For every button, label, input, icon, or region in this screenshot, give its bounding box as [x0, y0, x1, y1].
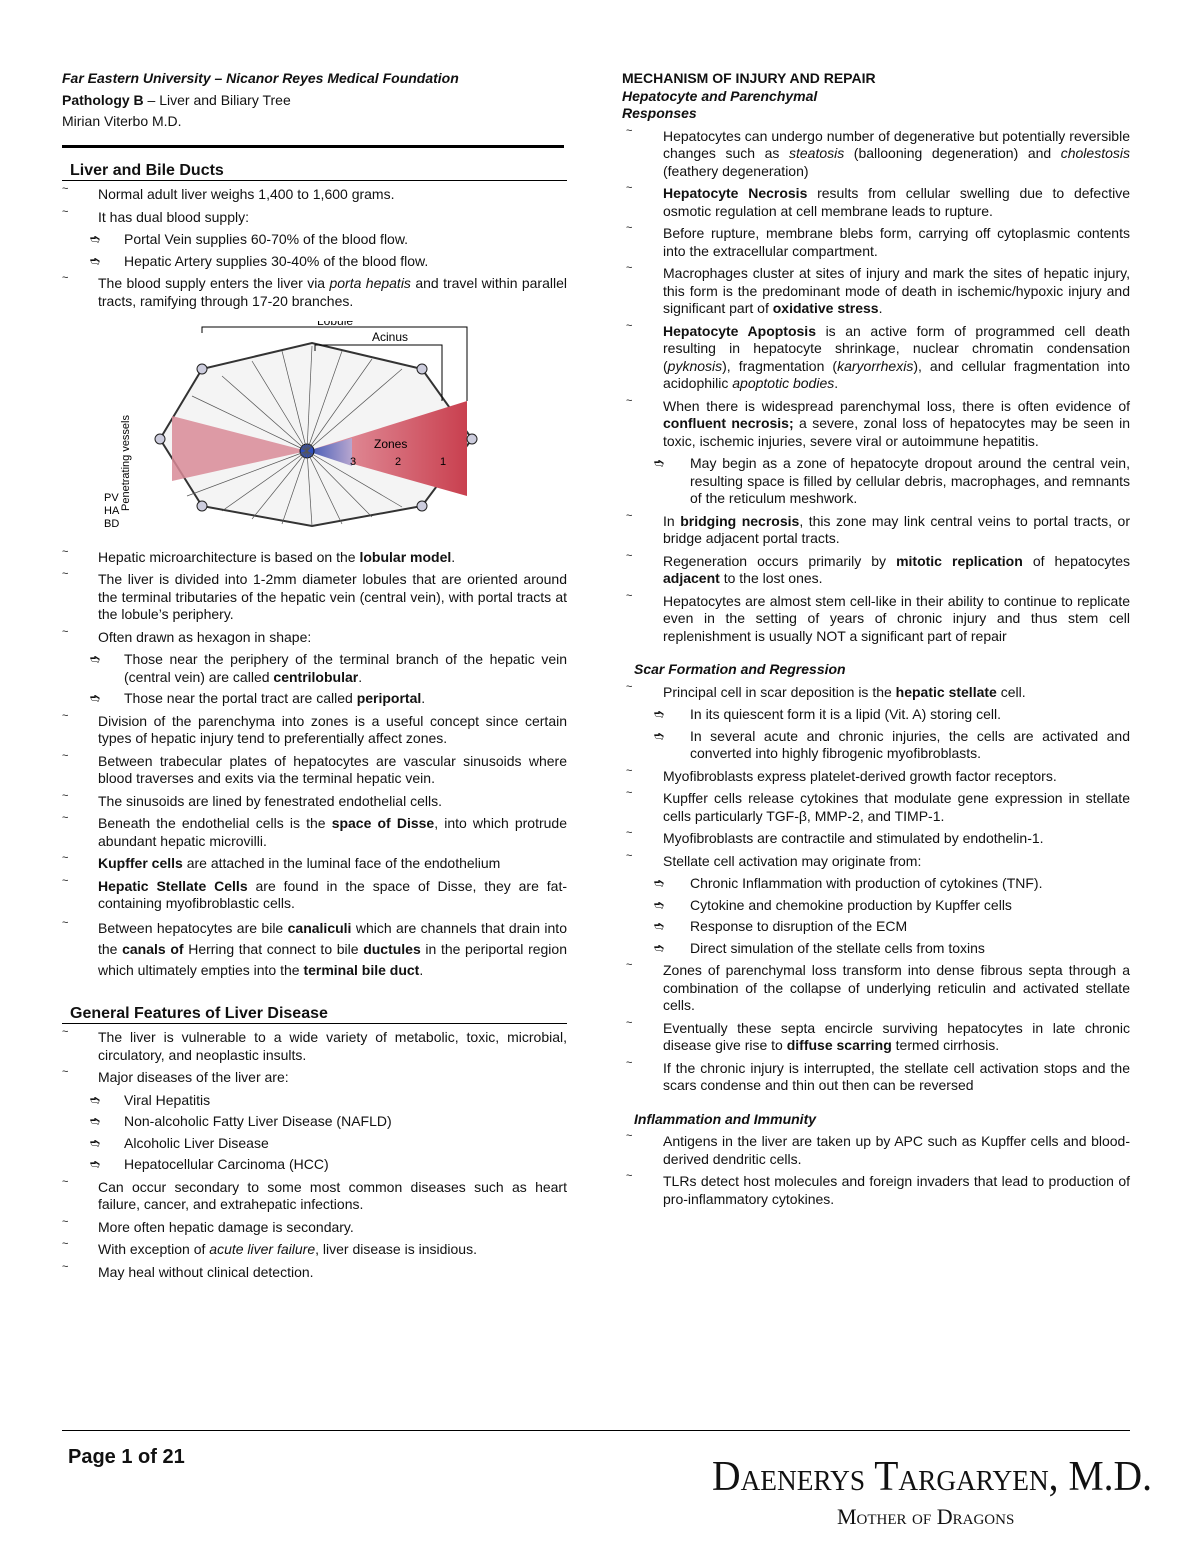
- bullet: ~ Normal adult liver weighs 1,400 to 1,600 grams.: [62, 186, 567, 204]
- liver-lobule-diagram: [102, 321, 492, 531]
- inflammation-title: Inflammation and Immunity: [634, 1110, 817, 1127]
- sub-bullet: ➬ Hepatic Artery supplies 30-40% of the blood flow.: [62, 253, 567, 271]
- bullet: ~ Major diseases of the liver are:: [62, 1069, 567, 1087]
- bullet: ~ The liver is vulnerable to a wide variety of metabolic, toxic, microbial, circulatory, and neoplastic insults.: [62, 1029, 567, 1064]
- bullet: ~ Kupffer cells are attached in the luminal face of the endothelium: [62, 855, 567, 873]
- bullet: ~ It has dual blood supply:: [62, 209, 567, 227]
- mechanism-subtitle-1: Hepatocyte and Parenchymal: [622, 87, 818, 104]
- sub-bullet: ➬ Those near the portal tract are called periportal.: [62, 690, 567, 708]
- institution-name: Far Eastern University – Nicanor Reyes Medical Foundation: [62, 70, 459, 86]
- scar-formation-title: Scar Formation and Regression: [634, 661, 846, 677]
- sub-bullet: ➬ Chronic Inflammation with production of cytokines (TNF).: [622, 875, 1130, 893]
- bullet: ~ In bridging necrosis, this zone may link central veins to portal tracts, or bridge adjacent portal tracts.: [622, 513, 1130, 548]
- bullet: ~ TLRs detect host molecules and foreign invaders that lead to production of pro-inflammatory cytokines.: [622, 1173, 1130, 1208]
- sub-bullet: ➬ Cytokine and chemokine production by Kupffer cells: [622, 897, 1130, 915]
- signature-logo: [712, 1452, 1162, 1532]
- sub-bullet: ➬ Viral Hepatitis: [62, 1092, 567, 1110]
- pv-label: PV: [104, 492, 119, 504]
- course-title: Pathology B – Liver and Biliary Tree: [62, 91, 291, 108]
- bullet: ~ May heal without clinical detection.: [62, 1264, 567, 1282]
- sub-bullet: ➬ Hepatocellular Carcinoma (HCC): [62, 1156, 567, 1174]
- bullet: ~ Principal cell in scar deposition is the hepatic stellate cell.: [622, 684, 1130, 702]
- bullet: ~ Zones of parenchymal loss transform into dense fibrous septa through a combination of the collapse of underlying reticulin and activated stellate cells.: [622, 962, 1130, 1015]
- bullet: ~ The sinusoids are lined by fenestrated endothelial cells.: [62, 793, 567, 811]
- sub-bullet: ➬ In its quiescent form it is a lipid (Vit. A) storing cell.: [622, 706, 1130, 724]
- bd-label: BD: [104, 518, 120, 530]
- zone-2-label: 2: [395, 456, 402, 468]
- bullet: ~ More often hepatic damage is secondary.: [62, 1219, 567, 1237]
- acinus-label: Acinus: [372, 330, 409, 344]
- bullet: ~ Before rupture, membrane blebs form, carrying off cytoplasmic contents into the extracellular compartment.: [622, 225, 1130, 260]
- sub-bullet: ➬ Portal Vein supplies 60-70% of the blood flow.: [62, 231, 567, 249]
- sub-bullet: ➬ Response to disruption of the ECM: [622, 918, 1130, 936]
- bullet: ~ Eventually these septa encircle surviving hepatocytes in late chronic disease give rise to diffuse scarring termed cirrhosis.: [622, 1020, 1130, 1055]
- sub-bullet: ➬ In several acute and chronic injuries, the cells are activated and converted into highly fibrogenic myofibroblasts.: [622, 728, 1130, 763]
- section-title-liver-bile-ducts: Liver and Bile Ducts: [62, 156, 567, 182]
- bullet: ~ With exception of acute liver failure, liver disease is insidious.: [62, 1241, 567, 1259]
- zone-3-label: 3: [350, 456, 357, 468]
- lobule-label: Lobule: [317, 321, 354, 328]
- bullet: ~ Stellate cell activation may originate from:: [622, 853, 1130, 871]
- sub-bullet: ➬ May begin as a zone of hepatocyte dropout around the central vein, resulting space is filled by cellular debris, macrophages, and remnants of the reticulum meshwork.: [622, 455, 1130, 508]
- bullet: ~ Hepatocytes can undergo number of degenerative but potentially reversible changes such as steatosis (ballooning degeneration) and cholestosis (feathery degeneration): [622, 128, 1130, 181]
- signature-subtitle: Mother of Dragons: [837, 1504, 1015, 1529]
- bullet: ~ Between trabecular plates of hepatocytes are vascular sinusoids where blood traverses and exits via the terminal hepatic vein.: [62, 753, 567, 788]
- footer-divider: [62, 1430, 1130, 1431]
- bullet: ~ The blood supply enters the liver via porta hepatis and travel within parallel tracts, ramifying through 17-20 branches.: [62, 275, 567, 310]
- bullet: ~ Hepatocytes are almost stem cell-like in their ability to continue to replicate even in the setting of years of chronic injury and thus stem cell replenishment is usually NOT a significant part of repair: [622, 593, 1130, 646]
- section-title-general-features: General Features of Liver Disease: [62, 999, 567, 1025]
- author-name: Mirian Viterbo M.D.: [62, 113, 182, 129]
- sub-bullet: ➬ Non-alcoholic Fatty Liver Disease (NAFLD): [62, 1113, 567, 1131]
- mechanism-subtitle-2: Responses: [622, 105, 697, 121]
- bullet: ~ Between hepatocytes are bile canaliculi which are channels that drain into the canals of Herring that connect to bile ductules in the periportal region which ultimately empties into the terminal bile duct.: [62, 918, 567, 981]
- mechanism-title: MECHANISM OF INJURY AND REPAIR: [622, 70, 876, 86]
- bullet: ~ Myofibroblasts express platelet-derived growth factor receptors.: [622, 768, 1130, 786]
- bullet: ~ Regeneration occurs primarily by mitotic replication of hepatocytes adjacent to the lost ones.: [622, 553, 1130, 588]
- page-number: Page 1 of 21: [68, 1446, 185, 1468]
- sub-bullet: ➬ Alcoholic Liver Disease: [62, 1135, 567, 1153]
- header-divider: [62, 145, 564, 148]
- bullet: ~ Kupffer cells release cytokines that modulate gene expression in stellate cells particularly TGF-β, MMP-2, and TIMP-1.: [622, 790, 1130, 825]
- bullet: ~ Hepatic Stellate Cells are found in the space of Disse, they are fat-containing myofibroblastic cells.: [62, 878, 567, 913]
- right-column: [622, 70, 1130, 1213]
- zones-label: Zones: [374, 437, 408, 451]
- sub-bullet: ➬ Direct simulation of the stellate cells from toxins: [622, 940, 1130, 958]
- bullet: ~ When there is widespread parenchymal loss, there is often evidence of confluent necrosis; a severe, zonal loss of hepatocytes may be seen in toxic, ischemic injuries, severe viral or autoimmune hepatitis.: [622, 398, 1130, 451]
- bullet: ~ Hepatic microarchitecture is based on the lobular model.: [62, 549, 567, 567]
- bullet: ~ Can occur secondary to some most common diseases such as heart failure, cancer, and extrahepatic infections.: [62, 1179, 567, 1214]
- bullet: ~ Macrophages cluster at sites of injury and mark the sites of hepatic injury, this form is the predominant mode of death in ischemic/hypoxic injury and significant part of oxidative stress.: [622, 265, 1130, 318]
- bullet: ~ Myofibroblasts are contractile and stimulated by endothelin-1.: [622, 830, 1130, 848]
- bullet: ~ If the chronic injury is interrupted, the stellate cell activation stops and the scars condense and thin out then can be reversed: [622, 1060, 1130, 1095]
- signature-name: Daenerys Targaryen, M.D.: [712, 1454, 1152, 1500]
- zone-1-label: 1: [440, 456, 447, 468]
- bullet: ~ Hepatocyte Apoptosis is an active form of programmed cell death resulting in hepatocyte shrinkage, nuclear chromatin condensation (pyknosis), fragmentation (karyorrhexis), and cellular fragmentation into acidophilic apoptotic bodies.: [622, 323, 1130, 393]
- ha-label: HA: [104, 505, 120, 517]
- bullet: ~ Beneath the endothelial cells is the space of Disse, into which protrude abundant hepatic microvilli.: [62, 815, 567, 850]
- bullet: ~ The liver is divided into 1-2mm diameter lobules that are oriented around the terminal tributaries of the hepatic vein (central vein), with portal tracts at the lobule’s periphery.: [62, 571, 567, 624]
- bullet: ~ Division of the parenchyma into zones is a useful concept since certain types of hepatic injury tend to preferentially affect zones.: [62, 713, 567, 748]
- left-column: [62, 70, 567, 1286]
- penetrating-vessels-label: Penetrating vessels: [120, 415, 132, 511]
- bullet: ~ Antigens in the liver are taken up by APC such as Kupffer cells and blood-derived dendritic cells.: [622, 1133, 1130, 1168]
- sub-bullet: ➬ Those near the periphery of the terminal branch of the hepatic vein (central vein) are called centrilobular.: [62, 651, 567, 686]
- bullet: ~ Often drawn as hexagon in shape:: [62, 629, 567, 647]
- bullet: ~ Hepatocyte Necrosis results from cellular swelling due to defective osmotic regulation at cell membrane leads to rupture.: [622, 185, 1130, 220]
